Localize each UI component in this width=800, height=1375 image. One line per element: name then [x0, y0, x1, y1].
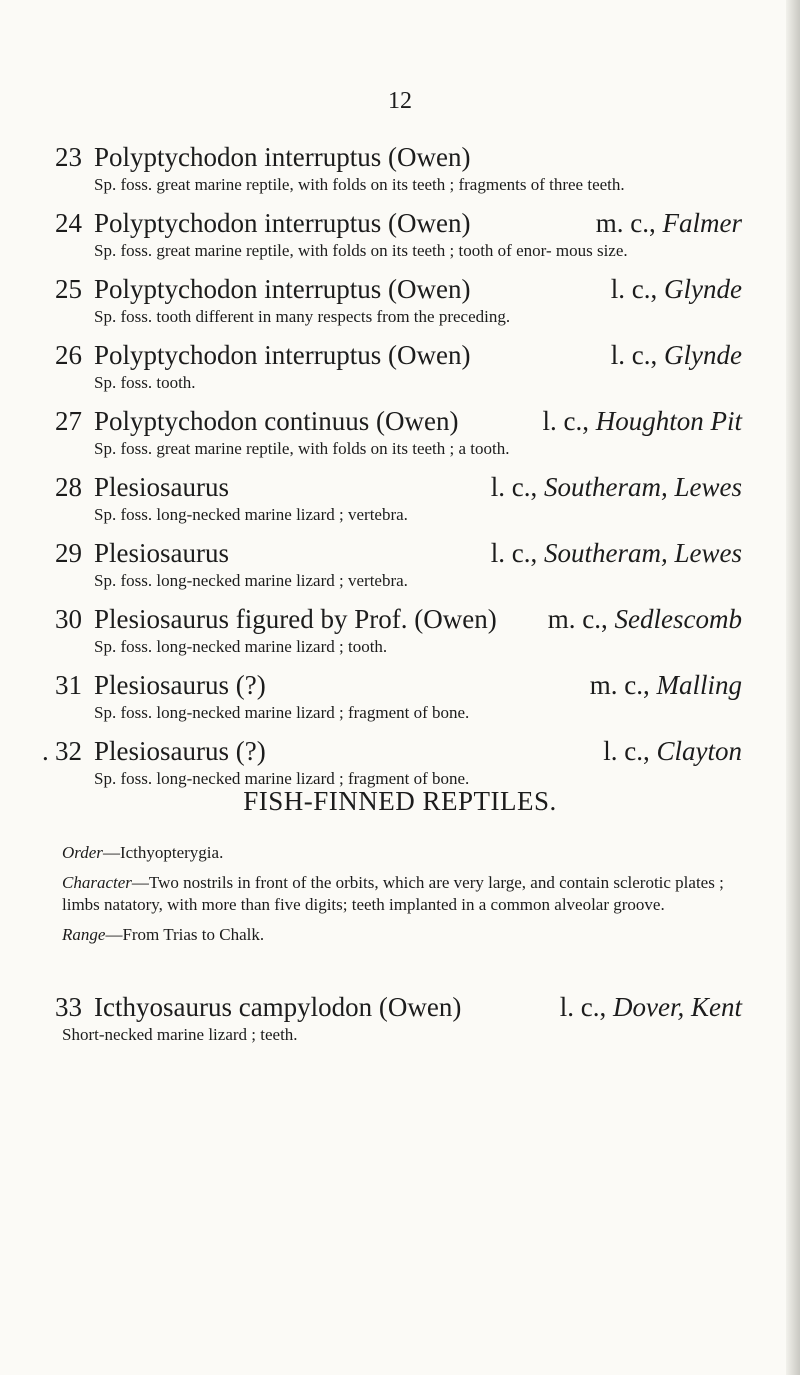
- entry-place: Sedlescomb: [614, 604, 742, 634]
- entry-location-prefix: m. c.,: [595, 208, 663, 238]
- entry-number: 33: [55, 992, 82, 1022]
- entry-location: [596, 206, 742, 240]
- catalogue-entry: [52, 338, 742, 394]
- entry-description: Sp. foss. long-necked marine lizard ; fragment of bone.: [94, 703, 470, 722]
- entry-location-prefix: l. c.,: [490, 472, 544, 502]
- entry-name: Polyptychodon continuus (Owen): [94, 406, 459, 436]
- entry-description: Sp. foss. tooth.: [94, 373, 196, 392]
- entry-name: Plesiosaurus: [94, 472, 229, 502]
- catalogue-entry: [52, 536, 742, 592]
- entry-description: Sp. foss. long-necked marine lizard ; vertebra.: [94, 505, 408, 524]
- entry-number: 29: [55, 538, 82, 568]
- range-line: [62, 924, 742, 946]
- entry-name: Icthyosaurus campylodon (Owen): [94, 992, 462, 1022]
- entry-location-prefix: m. c.,: [589, 670, 657, 700]
- order-line: [62, 842, 742, 864]
- entry-location: [491, 536, 742, 570]
- entry-description: Sp. foss. great marine reptile, with folds on its teeth ; a tooth.: [94, 439, 510, 458]
- entry-number: 31: [55, 670, 82, 700]
- entry-location-prefix: l. c.,: [603, 736, 657, 766]
- classification-block: [62, 842, 742, 954]
- character-label: Character: [62, 873, 132, 892]
- entry-location-prefix: m. c.,: [547, 604, 615, 634]
- entry-description: Sp. foss. tooth different in many respects from the preceding.: [94, 307, 511, 326]
- entry-place: Glynde: [664, 274, 742, 304]
- entry-number: 27: [55, 406, 82, 436]
- entry-location-prefix: l. c.,: [490, 538, 544, 568]
- entry-location: [603, 734, 742, 768]
- entry-name: Polyptychodon interruptus (Owen): [94, 208, 471, 238]
- page-edge-shadow: [786, 0, 800, 1375]
- character-line: [62, 872, 742, 916]
- entry-number: 24: [55, 208, 82, 238]
- entry-number: 23: [55, 142, 82, 172]
- entry-number: . 32: [52, 734, 82, 768]
- entry-description: Sp. foss. long-necked marine lizard ; tooth.: [94, 637, 388, 656]
- catalogue-entry: [52, 668, 742, 724]
- catalogue-entry: [52, 602, 742, 658]
- entry-name: Plesiosaurus figured by Prof. (Owen): [94, 604, 497, 634]
- entry-description: Sp. foss. great marine reptile, with folds on its teeth ; tooth of enor- mous size.: [94, 241, 628, 260]
- entry-place: Southeram, Lewes: [544, 538, 742, 568]
- range-text: —From Trias to Chalk.: [105, 925, 265, 944]
- catalogue-entries: [52, 140, 742, 800]
- entry-name: Plesiosaurus (?): [94, 736, 266, 766]
- entry-place: Southeram, Lewes: [544, 472, 742, 502]
- entry-number: 28: [55, 472, 82, 502]
- entry-location-prefix: l. c.,: [559, 992, 614, 1022]
- entry-name: Plesiosaurus (?): [94, 670, 266, 700]
- catalogue-entry: [52, 470, 742, 526]
- order-label: Order: [62, 843, 103, 862]
- character-text: —Two nostrils in front of the orbits, which are very large, and contain sclerotic plates ; limbs natatory, with more than five digits; teeth implanted in a common alveolar groove.: [62, 873, 724, 914]
- entry-location-prefix: l. c.,: [610, 274, 665, 304]
- catalogue-entry: [52, 206, 742, 262]
- entry-place: Clayton: [656, 736, 742, 766]
- page-number: 12: [388, 88, 412, 114]
- entry-place: Dover, Kent: [613, 992, 742, 1022]
- entry-location: [611, 338, 742, 372]
- entry-number: 25: [55, 274, 82, 304]
- entry-description: Sp. foss. great marine reptile, with folds on its teeth ; fragments of three teeth.: [94, 175, 625, 194]
- order-text: —Icthyopterygia.: [102, 843, 224, 862]
- entry-name: Polyptychodon interruptus (Owen): [94, 340, 471, 370]
- section-heading: FISH-FINNED REPTILES.: [243, 786, 557, 816]
- catalogue-entry: [52, 272, 742, 328]
- entry-place: Houghton Pit: [595, 406, 742, 436]
- entry-name: Polyptychodon interruptus (Owen): [94, 142, 471, 172]
- catalogue-entry: [52, 990, 742, 1046]
- catalogue-entry: [52, 404, 742, 460]
- entry-location: [491, 470, 742, 504]
- catalogue-entry: [52, 140, 742, 196]
- entry-place: Glynde: [664, 340, 742, 370]
- entry-location: [590, 668, 742, 702]
- entry-description: Short-necked marine lizard ; teeth.: [62, 1025, 298, 1044]
- entry-location: [543, 404, 743, 438]
- entry-description: Sp. foss. long-necked marine lizard ; fragment of bone.: [94, 769, 470, 788]
- entry-number: 26: [55, 340, 82, 370]
- entry-number: 30: [55, 604, 82, 634]
- entry-name: Plesiosaurus: [94, 538, 229, 568]
- entry-name: Polyptychodon interruptus (Owen): [94, 274, 471, 304]
- catalogue-entry: [52, 734, 742, 790]
- entry-place: Malling: [656, 670, 742, 700]
- entry-location: [548, 602, 742, 636]
- entry-location-prefix: l. c.,: [610, 340, 665, 370]
- entry-place: Falmer: [662, 208, 742, 238]
- entry-location: [611, 272, 742, 306]
- entry-description: Sp. foss. long-necked marine lizard ; vertebra.: [94, 571, 408, 590]
- entry-location: [560, 990, 742, 1024]
- range-label: Range: [62, 925, 106, 944]
- entry-location-prefix: l. c.,: [542, 406, 596, 436]
